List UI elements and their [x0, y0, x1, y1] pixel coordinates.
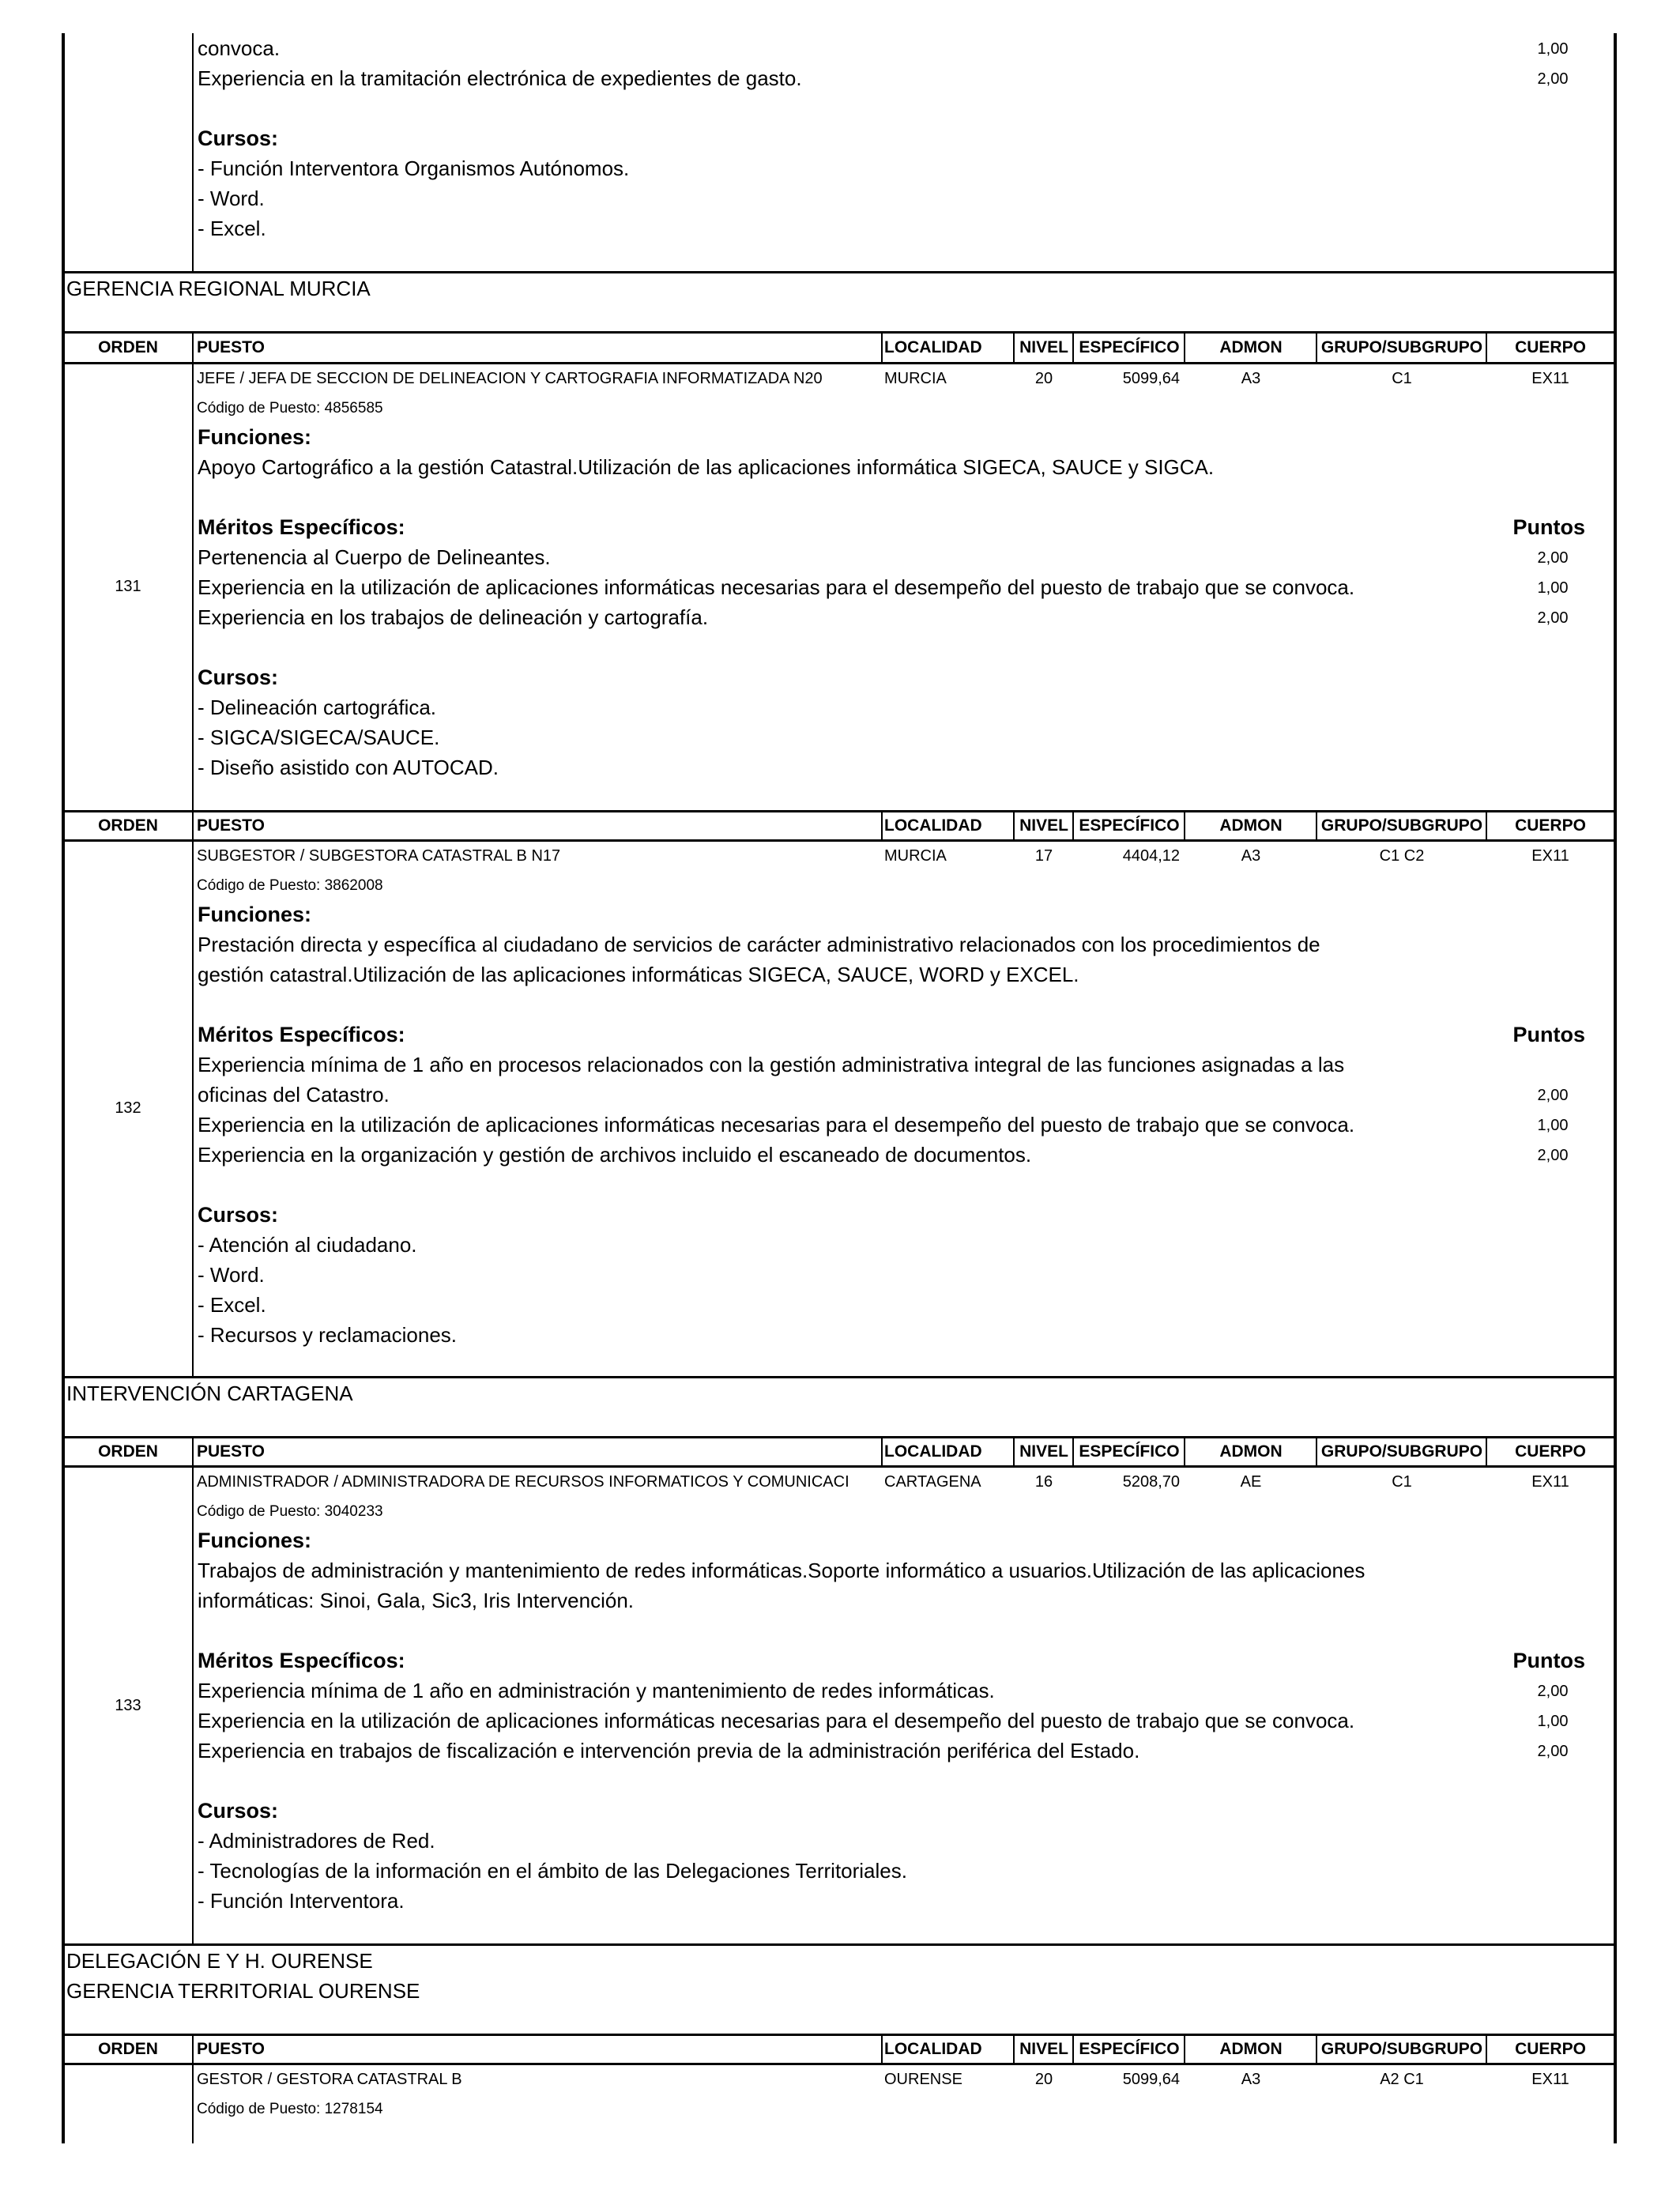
- orden-number: 133: [115, 1697, 141, 1714]
- header-bottom-line: [62, 362, 1617, 364]
- header-top-line: [62, 2034, 1617, 2036]
- merit-text: Experiencia en la utilización de aplicaciones informáticas necesarias para el desempeño del puesto de trabajo que se convoca.: [198, 575, 1355, 599]
- course-item: - Excel.: [198, 1293, 266, 1317]
- course-item: - Función Interventora.: [198, 1889, 405, 1913]
- merit-points: 2,00: [1537, 1087, 1569, 1104]
- header-admon: ADMON: [1219, 1442, 1283, 1461]
- especifico-value: 4404,12: [1122, 847, 1180, 865]
- admon-value: A3: [1241, 370, 1261, 387]
- course-item: - Atención al ciudadano.: [198, 1233, 417, 1257]
- especifico-value: 5208,70: [1122, 1473, 1180, 1491]
- course-item: - Función Interventora Organismos Autónomos.: [198, 156, 630, 180]
- header-especifico: ESPECÍFICO: [1079, 1442, 1180, 1461]
- merit-points: 1,00: [1537, 1117, 1569, 1134]
- merit-text: Experiencia en los trabajos de delineación y cartografía.: [198, 605, 709, 629]
- cursos-label: Cursos:: [198, 1203, 279, 1227]
- merit-text: Experiencia mínima de 1 año en administración y mantenimiento de redes informáticas.: [198, 1679, 995, 1702]
- especifico-value: 5099,64: [1122, 370, 1180, 387]
- section-divider: [62, 1943, 1617, 1946]
- header-divider: [881, 1436, 883, 1468]
- section-divider: [62, 271, 1617, 273]
- header-orden: ORDEN: [98, 1442, 158, 1461]
- course-item: - Diseño asistido con AUTOCAD.: [198, 756, 499, 779]
- admon-value: AE: [1240, 1473, 1262, 1491]
- funciones-text: informáticas: Sinoi, Gala, Sic3, Iris Intervención.: [198, 1589, 635, 1612]
- header-top-line: [62, 331, 1617, 334]
- table-right-border: [1614, 33, 1617, 2143]
- grupo-value: A2 C1: [1380, 2071, 1424, 2088]
- merit-text: Experiencia en la utilización de aplicaciones informáticas necesarias para el desempeño del puesto de trabajo que se convoca.: [198, 1113, 1355, 1137]
- meritos-label: Méritos Específicos:: [198, 1649, 405, 1672]
- course-item: - Tecnologías de la información en el ámbito de las Delegaciones Territoriales.: [198, 1859, 907, 1883]
- header-divider: [881, 331, 883, 364]
- header-divider: [881, 2034, 883, 2065]
- header-especifico: ESPECÍFICO: [1079, 816, 1180, 835]
- meritos-label: Méritos Específicos:: [198, 515, 405, 539]
- localidad-value: MURCIA: [884, 370, 947, 387]
- course-item: - Administradores de Red.: [198, 1829, 435, 1853]
- puesto-title: GESTOR / GESTORA CATASTRAL B: [197, 2071, 462, 2088]
- header-localidad: LOCALIDAD: [884, 1442, 982, 1461]
- header-cuerpo: CUERPO: [1515, 1442, 1586, 1461]
- admon-value: A3: [1241, 847, 1261, 865]
- header-puesto: PUESTO: [197, 338, 265, 356]
- header-nivel: NIVEL: [1019, 2040, 1068, 2058]
- header-grupo: GRUPO/SUBGRUPO: [1320, 816, 1483, 835]
- course-item: - Delineación cartográfica.: [198, 696, 437, 719]
- header-puesto: PUESTO: [197, 2040, 265, 2058]
- header-especifico: ESPECÍFICO: [1079, 2040, 1180, 2058]
- course-item: - SIGCA/SIGECA/SAUCE.: [198, 726, 440, 749]
- localidad-value: OURENSE: [884, 2071, 962, 2088]
- header-puesto: PUESTO: [197, 816, 265, 835]
- header-top-line: [62, 810, 1617, 812]
- cuerpo-value: EX11: [1531, 847, 1569, 865]
- funciones-label: Funciones:: [198, 1529, 312, 1552]
- header-orden: ORDEN: [98, 816, 158, 835]
- merit-points: 1,00: [1537, 1713, 1569, 1730]
- grupo-value: C1: [1392, 1473, 1412, 1491]
- puesto-title: ADMINISTRADOR / ADMINISTRADORA DE RECURSOS INFORMATICOS Y COMUNICACI: [197, 1473, 849, 1491]
- course-item: - Word.: [198, 187, 265, 210]
- header-grupo: GRUPO/SUBGRUPO: [1320, 1442, 1483, 1461]
- section-subtitle: GERENCIA TERRITORIAL OURENSE: [66, 1979, 420, 2003]
- section-divider: [62, 1376, 1617, 1378]
- cuerpo-value: EX11: [1531, 1473, 1569, 1491]
- funciones-label: Funciones:: [198, 425, 312, 449]
- merit-points: 1,00: [1537, 40, 1569, 58]
- merit-text: Experiencia en la tramitación electrónica de expedientes de gasto.: [198, 66, 802, 90]
- localidad-value: CARTAGENA: [884, 1473, 981, 1491]
- course-item: - Word.: [198, 1263, 265, 1287]
- header-cuerpo: CUERPO: [1515, 338, 1586, 356]
- cursos-label: Cursos:: [198, 1799, 279, 1823]
- section-title: INTERVENCIÓN CARTAGENA: [66, 1382, 353, 1405]
- cuerpo-value: EX11: [1531, 2071, 1569, 2088]
- header-nivel: NIVEL: [1019, 338, 1068, 356]
- header-puesto: PUESTO: [197, 1442, 265, 1461]
- merit-text: oficinas del Catastro.: [198, 1083, 390, 1106]
- header-top-line: [62, 1436, 1617, 1438]
- header-grupo: GRUPO/SUBGRUPO: [1320, 338, 1483, 356]
- nivel-value: 16: [1034, 1473, 1053, 1491]
- nivel-value: 20: [1034, 370, 1053, 387]
- cuerpo-value: EX11: [1531, 370, 1569, 387]
- especifico-value: 5099,64: [1122, 2071, 1180, 2088]
- codigo-puesto: Código de Puesto: 1278154: [197, 2101, 383, 2117]
- merit-points: 2,00: [1537, 1683, 1569, 1700]
- header-cuerpo: CUERPO: [1515, 2040, 1586, 2058]
- merit-text: convoca.: [198, 36, 281, 60]
- header-admon: ADMON: [1219, 2040, 1283, 2058]
- funciones-text: Prestación directa y específica al ciudadano de servicios de carácter administrativo relacionados con los procedimientos de: [198, 933, 1320, 956]
- merit-points: 2,00: [1537, 1147, 1569, 1164]
- merit-points: 2,00: [1537, 549, 1569, 567]
- localidad-value: MURCIA: [884, 847, 947, 865]
- header-especifico: ESPECÍFICO: [1079, 338, 1180, 356]
- section-title: GERENCIA REGIONAL MURCIA: [66, 277, 371, 300]
- course-item: - Excel.: [198, 217, 266, 240]
- header-grupo: GRUPO/SUBGRUPO: [1320, 2040, 1483, 2058]
- header-admon: ADMON: [1219, 338, 1283, 356]
- header-localidad: LOCALIDAD: [884, 2040, 982, 2058]
- header-bottom-line: [62, 839, 1617, 842]
- puntos-label: Puntos: [1512, 1023, 1585, 1046]
- puntos-label: Puntos: [1512, 1649, 1585, 1672]
- header-localidad: LOCALIDAD: [884, 816, 982, 835]
- merit-text: Experiencia en la utilización de aplicaciones informáticas necesarias para el desempeño del puesto de trabajo que se convoca.: [198, 1709, 1355, 1732]
- meritos-label: Méritos Específicos:: [198, 1023, 405, 1046]
- merit-text: Experiencia mínima de 1 año en procesos relacionados con la gestión administrativa integral de las funciones asignadas a las: [198, 1053, 1345, 1076]
- merit-text: Experiencia en la organización y gestión de archivos incluido el escaneado de documentos.: [198, 1143, 1032, 1167]
- funciones-text: Trabajos de administración y mantenimiento de redes informáticas.Soporte informático a usuarios.Utilización de las aplicaciones: [198, 1559, 1365, 1582]
- orden-number: 131: [115, 578, 141, 595]
- header-bottom-line: [62, 2063, 1617, 2065]
- funciones-text: Apoyo Cartográfico a la gestión Catastral.Utilización de las aplicaciones informática SIGECA, SAUCE y SIGCA.: [198, 455, 1215, 479]
- header-nivel: NIVEL: [1019, 816, 1068, 835]
- codigo-puesto: Código de Puesto: 4856585: [197, 400, 383, 417]
- cursos-label: Cursos:: [198, 126, 279, 150]
- codigo-puesto: Código de Puesto: 3862008: [197, 877, 383, 894]
- course-item: - Recursos y reclamaciones.: [198, 1323, 457, 1347]
- header-admon: ADMON: [1219, 816, 1283, 835]
- codigo-puesto: Código de Puesto: 3040233: [197, 1503, 383, 1520]
- orden-column-divider: [192, 2063, 194, 2143]
- puntos-label: Puntos: [1512, 515, 1585, 539]
- funciones-text: gestión catastral.Utilización de las aplicaciones informáticas SIGECA, SAUCE, WORD y EXCEL.: [198, 963, 1079, 986]
- funciones-label: Funciones:: [198, 903, 312, 926]
- header-divider: [881, 810, 883, 842]
- grupo-value: C1 C2: [1379, 847, 1425, 865]
- puesto-title: JEFE / JEFA DE SECCION DE DELINEACION Y CARTOGRAFIA INFORMATIZADA N20: [197, 370, 823, 387]
- header-localidad: LOCALIDAD: [884, 338, 982, 356]
- nivel-value: 20: [1034, 2071, 1053, 2088]
- header-orden: ORDEN: [98, 338, 158, 356]
- header-bottom-line: [62, 1465, 1617, 1468]
- merit-points: 1,00: [1537, 579, 1569, 597]
- merit-text: Experiencia en trabajos de fiscalización e intervención previa de la administración periférica del Estado.: [198, 1739, 1140, 1762]
- merit-points: 2,00: [1537, 609, 1569, 627]
- grupo-value: C1: [1392, 370, 1412, 387]
- header-orden: ORDEN: [98, 2040, 158, 2058]
- orden-column-divider: [192, 33, 194, 272]
- nivel-value: 17: [1034, 847, 1053, 865]
- section-title: DELEGACIÓN E Y H. OURENSE: [66, 1949, 373, 1973]
- merit-points: 2,00: [1537, 70, 1569, 88]
- merit-text: Pertenencia al Cuerpo de Delineantes.: [198, 545, 551, 569]
- admon-value: A3: [1241, 2071, 1261, 2088]
- cursos-label: Cursos:: [198, 665, 279, 689]
- orden-number: 132: [115, 1099, 141, 1117]
- header-nivel: NIVEL: [1019, 1442, 1068, 1461]
- header-cuerpo: CUERPO: [1515, 816, 1586, 835]
- puesto-title: SUBGESTOR / SUBGESTORA CATASTRAL B N17: [197, 847, 561, 865]
- merit-points: 2,00: [1537, 1743, 1569, 1760]
